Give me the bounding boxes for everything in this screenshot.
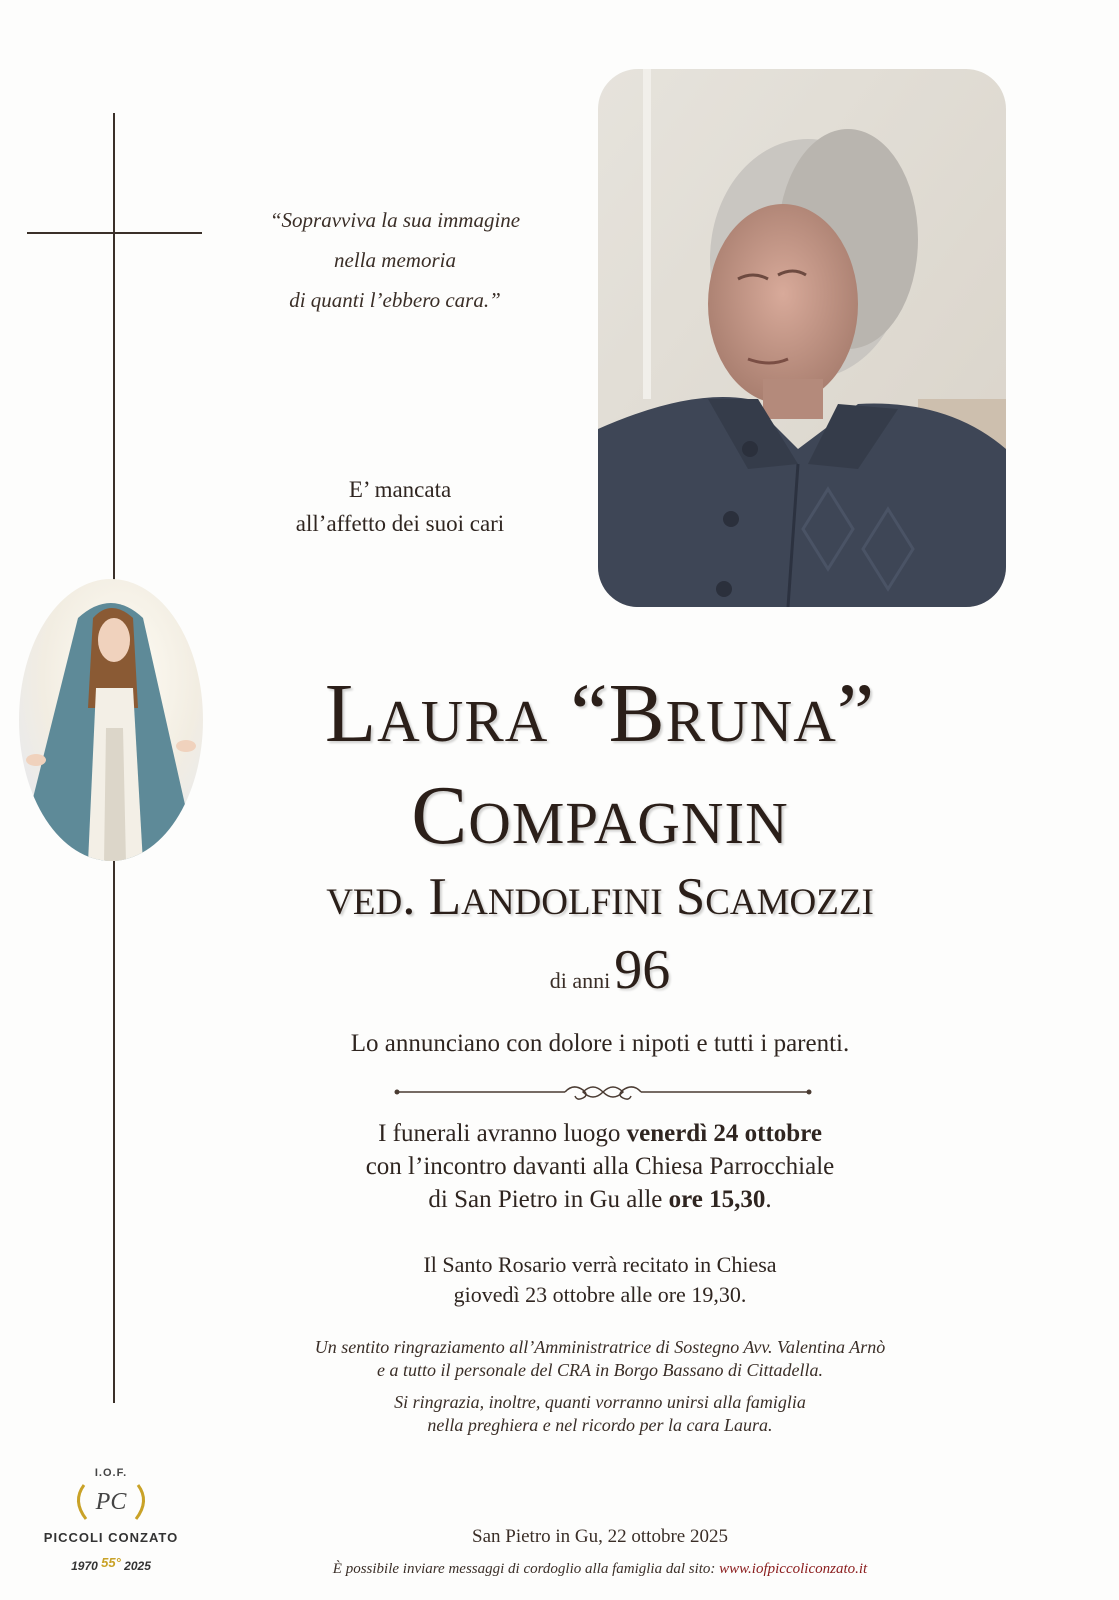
funeral-line	[200, 1183, 1000, 1216]
rosary-info	[200, 1250, 1000, 1310]
thanks-line: nella preghiera e nel ricordo per la cara Laura.	[427, 1415, 773, 1435]
logo-monogram: PC	[95, 1489, 127, 1515]
funeral-text: di San Pietro in Gu alle	[428, 1186, 669, 1213]
laurel-monogram-icon	[66, 1479, 156, 1523]
age-label: di anni	[549, 968, 611, 993]
funeral-info	[200, 1117, 1000, 1216]
logo-year-start: 1970	[71, 1559, 98, 1573]
quote-line: nella memoria	[334, 248, 456, 272]
funeral-text: I funerali avranno luogo	[378, 1120, 627, 1147]
rosary-line: giovedì 23 ottobre alle ore 19,30.	[453, 1282, 747, 1307]
age-value: 96	[614, 939, 671, 1001]
logo-anniversary: 55°	[101, 1555, 121, 1570]
thanks-line: Un sentito ringraziamento all’Amministratrice di Sostegno Avv. Valentina Arnò	[314, 1337, 886, 1357]
deceased-name-first: Laura “Bruna”	[324, 667, 876, 760]
funeral-line: con l’incontro davanti alla Chiesa Parrocchiale	[365, 1153, 835, 1180]
deceased-name-surname: Compagnin	[411, 769, 789, 862]
cross-horizontal-line	[27, 232, 202, 234]
logo-years	[36, 1555, 186, 1573]
footer-text: È possibile inviare messaggi di cordoglio alla famiglia dal sito:	[332, 1561, 720, 1577]
thanks-line: Si ringrazia, inoltre, quanti vorranno unirsi alla famiglia	[394, 1392, 806, 1412]
portrait-photo	[598, 69, 1006, 607]
passing-announcement	[250, 473, 550, 541]
funeral-text: .	[765, 1186, 772, 1213]
announced-by: Lo annunciano con dolore i nipoti e tutti i parenti.	[350, 1030, 850, 1057]
funeral-date: venerdì 24 ottobre	[626, 1120, 822, 1147]
website-link[interactable]: www.iofpiccoliconzato.it	[719, 1561, 868, 1577]
announcement-line: E’ mancata	[348, 477, 452, 502]
thanks-block	[150, 1336, 1050, 1382]
quote-line: “Sopravviva la sua immagine	[269, 208, 521, 232]
logo-year-end: 2025	[124, 1559, 151, 1573]
deceased-widow-of: ved. Landolfini Scamozzi	[326, 868, 874, 926]
funeral-time: ore 15,30	[668, 1186, 766, 1213]
age-line	[430, 938, 790, 1002]
place-and-date: San Pietro in Gu, 22 ottobre 2025	[472, 1526, 728, 1547]
ornamental-divider	[393, 1079, 813, 1105]
memorial-quote	[230, 200, 560, 320]
funeral-home-logo	[36, 1467, 186, 1573]
condolence-footer	[200, 1561, 1000, 1578]
funeral-line	[200, 1117, 1000, 1150]
logo-name: PICCOLI CONZATO	[43, 1530, 179, 1545]
thanks-block-2	[150, 1391, 1050, 1437]
rosary-line: Il Santo Rosario verrà recitato in Chiesa	[423, 1252, 777, 1277]
announcement-line: all’affetto dei suoi cari	[295, 511, 505, 536]
quote-line: di quanti l’ebbero cara.”	[289, 288, 501, 312]
thanks-line: e a tutto il personale del CRA in Borgo Bassano di Cittadella.	[377, 1360, 823, 1380]
logo-iof: I.O.F.	[94, 1467, 128, 1479]
